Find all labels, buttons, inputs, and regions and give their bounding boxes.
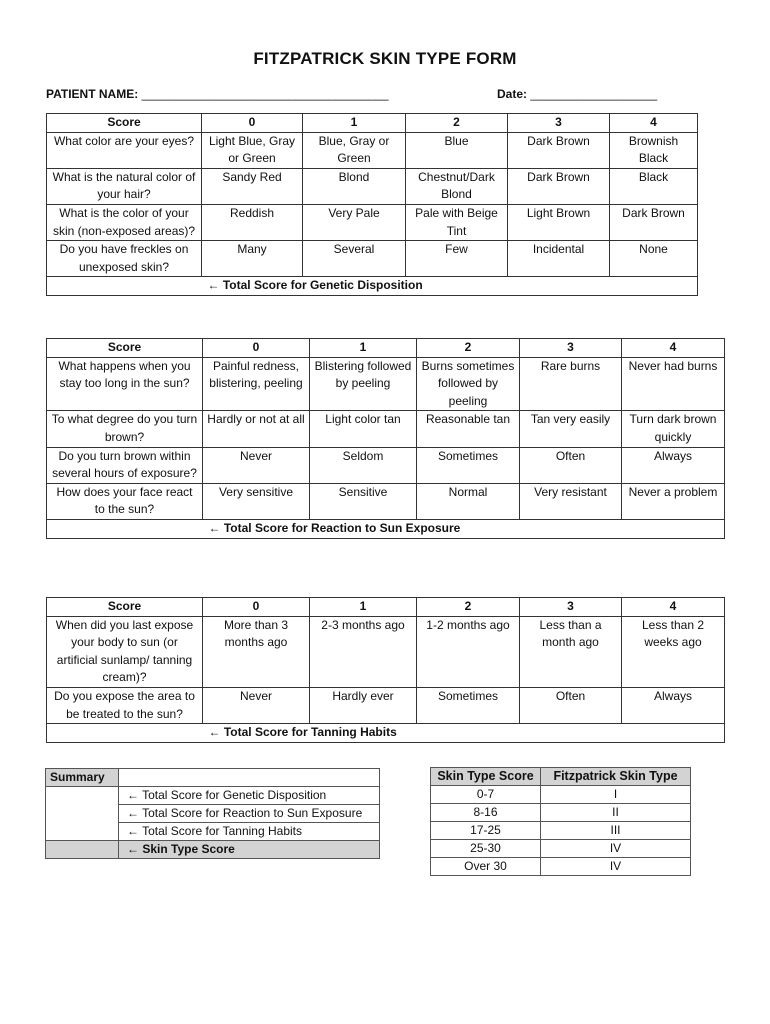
question-cell: What happens when you stay too long in the sun? [47, 357, 203, 411]
skin-type-cell: IV [541, 858, 691, 876]
answer-cell[interactable]: Tan very easily [520, 411, 622, 447]
summary-item [119, 823, 380, 841]
summary-score-input[interactable] [46, 805, 119, 823]
table-header-row [47, 114, 698, 133]
table-header-row [47, 339, 725, 358]
answer-cell[interactable]: Sometimes [417, 447, 520, 483]
answer-cell[interactable]: Never a problem [622, 483, 725, 519]
summary-score-input[interactable] [46, 823, 119, 841]
answer-cell[interactable]: Rare burns [520, 357, 622, 411]
header-cell: 2 [417, 339, 520, 358]
question-cell: How does your face react to the sun? [47, 483, 203, 519]
answer-cell[interactable]: Seldom [310, 447, 417, 483]
table-row [47, 483, 725, 519]
arrow-left-icon: ← [127, 788, 139, 802]
answer-cell[interactable]: Chestnut/Dark Blond [406, 168, 508, 204]
summary-header-blank [119, 769, 380, 787]
header-cell: 4 [622, 339, 725, 358]
score-range-cell: Over 30 [431, 858, 541, 876]
answer-cell[interactable]: Brownish Black [610, 132, 698, 168]
date-label: Date: [497, 87, 528, 101]
header-cell: 2 [406, 114, 508, 133]
score-range-cell: 0-7 [431, 786, 541, 804]
table-row [47, 616, 725, 687]
summary-item-label: Total Score for Tanning Habits [142, 824, 302, 838]
summary-title: Summary [46, 769, 119, 787]
table-row [47, 687, 725, 723]
answer-cell[interactable]: Very resistant [520, 483, 622, 519]
header-cell: 3 [520, 339, 622, 358]
answer-cell[interactable]: Often [520, 687, 622, 723]
score-range-cell: 17-25 [431, 822, 541, 840]
answer-cell[interactable]: Sometimes [417, 687, 520, 723]
answer-cell[interactable]: Incidental [508, 241, 610, 277]
summary-row [46, 805, 380, 823]
question-cell: What is the color of your skin (non-exposed areas)? [47, 204, 202, 240]
answer-cell[interactable]: 1-2 months ago [417, 616, 520, 687]
answer-cell[interactable]: Blue [406, 132, 508, 168]
arrow-left-icon: ← [207, 278, 220, 293]
answer-cell[interactable]: Hardly or not at all [203, 411, 310, 447]
header-cell: 1 [310, 598, 417, 617]
skin-type-score-input[interactable] [46, 841, 119, 859]
header-cell: 0 [203, 598, 310, 617]
arrow-left-icon: ← [208, 725, 221, 740]
question-cell: Do you turn brown within several hours of exposure? [47, 447, 203, 483]
answer-cell[interactable]: Always [622, 447, 725, 483]
arrow-left-icon: ← [127, 842, 139, 856]
question-cell: To what degree do you turn brown? [47, 411, 203, 447]
answer-cell[interactable]: Very sensitive [203, 483, 310, 519]
answer-cell[interactable]: Dark Brown [508, 168, 610, 204]
total-score-row [47, 724, 725, 743]
summary-table [45, 768, 380, 859]
sun-exposure-table [46, 338, 725, 539]
header-cell: 1 [303, 114, 406, 133]
date-field[interactable] [497, 87, 657, 101]
arrow-left-icon: ← [208, 520, 221, 535]
skin-type-cell: I [541, 786, 691, 804]
header-cell: 1 [310, 339, 417, 358]
answer-cell[interactable]: Never [203, 447, 310, 483]
summary-item-label: Skin Type Score [142, 842, 235, 856]
question-cell: What is the natural color of your hair? [47, 168, 202, 204]
header-cell: Fitzpatrick Skin Type [541, 768, 691, 786]
total-score-row [47, 277, 698, 296]
answer-cell[interactable]: Light Blue, Gray or Green [202, 132, 303, 168]
header-cell: 0 [202, 114, 303, 133]
date-blank[interactable]: ___________________ [530, 87, 658, 101]
total-score-input[interactable] [47, 277, 202, 296]
answer-cell[interactable]: Less than 2 weeks ago [622, 616, 725, 687]
table-row [47, 168, 698, 204]
header-cell: Score [47, 114, 202, 133]
answer-cell[interactable]: Light Brown [508, 204, 610, 240]
total-score-label [202, 277, 698, 296]
summary-row-skin-type [46, 841, 380, 859]
header-cell: Skin Type Score [431, 768, 541, 786]
total-score-row [47, 519, 725, 538]
answer-cell[interactable]: Hardly ever [310, 687, 417, 723]
header-cell: 3 [508, 114, 610, 133]
answer-cell[interactable]: Blistering followed by peeling [310, 357, 417, 411]
answer-cell[interactable]: Very Pale [303, 204, 406, 240]
answer-cell[interactable]: More than 3 months ago [203, 616, 310, 687]
answer-cell[interactable]: Sandy Red [202, 168, 303, 204]
header-cell: Score [47, 339, 203, 358]
table-row [47, 241, 698, 277]
arrow-left-icon: ← [127, 806, 139, 820]
header-cell: 2 [417, 598, 520, 617]
summary-item [119, 805, 380, 823]
answer-cell[interactable]: Black [610, 168, 698, 204]
answer-cell[interactable]: None [610, 241, 698, 277]
tanning-habits-table [46, 597, 725, 743]
answer-cell[interactable]: Normal [417, 483, 520, 519]
total-score-label [203, 519, 725, 538]
answer-cell[interactable]: Never had burns [622, 357, 725, 411]
table-row [431, 840, 691, 858]
header-cell: 0 [203, 339, 310, 358]
answer-cell[interactable]: Dark Brown [508, 132, 610, 168]
score-range-cell: 8-16 [431, 804, 541, 822]
header-cell: 4 [622, 598, 725, 617]
table-row [47, 132, 698, 168]
table-row [47, 447, 725, 483]
answer-cell[interactable]: Sensitive [310, 483, 417, 519]
patient-name-field[interactable] [46, 87, 389, 101]
header-cell: 3 [520, 598, 622, 617]
header-cell: 4 [610, 114, 698, 133]
answer-cell[interactable]: Reasonable tan [417, 411, 520, 447]
table-row [47, 204, 698, 240]
total-score-text: Total Score for Reaction to Sun Exposure [223, 520, 461, 535]
answer-cell[interactable]: Never [203, 687, 310, 723]
summary-item-label: Total Score for Genetic Disposition [142, 788, 327, 802]
answer-cell[interactable]: Reddish [202, 204, 303, 240]
summary-item [119, 841, 380, 859]
answer-cell[interactable]: Few [406, 241, 508, 277]
patient-name-label: PATIENT NAME: [46, 87, 139, 101]
total-score-label [203, 724, 725, 743]
answer-cell[interactable]: Always [622, 687, 725, 723]
table-row [431, 858, 691, 876]
answer-cell[interactable]: Often [520, 447, 622, 483]
table-row [47, 411, 725, 447]
total-score-input[interactable] [47, 724, 203, 743]
summary-score-input[interactable] [46, 787, 119, 805]
answer-cell[interactable]: 2-3 months ago [310, 616, 417, 687]
table-header-row [47, 598, 725, 617]
score-range-cell: 25-30 [431, 840, 541, 858]
total-score-text: Total Score for Genetic Disposition [222, 278, 423, 293]
answer-cell[interactable]: Painful redness, blistering, peeling [203, 357, 310, 411]
summary-row [46, 823, 380, 841]
form-title: FITZPATRICK SKIN TYPE FORM [253, 49, 517, 68]
question-cell: What color are your eyes? [47, 132, 202, 168]
answer-cell[interactable]: Less than a month ago [520, 616, 622, 687]
summary-header-row [46, 769, 380, 787]
summary-row [46, 787, 380, 805]
answer-cell[interactable]: Blond [303, 168, 406, 204]
answer-cell[interactable]: Dark Brown [610, 204, 698, 240]
summary-item-label: Total Score for Reaction to Sun Exposure [142, 806, 363, 820]
table-row [431, 786, 691, 804]
table-header-row [431, 768, 691, 786]
answer-cell[interactable]: Turn dark brown quickly [622, 411, 725, 447]
answer-cell[interactable]: Light color tan [310, 411, 417, 447]
answer-cell[interactable]: Blue, Gray or Green [303, 132, 406, 168]
question-cell: Do you have freckles on unexposed skin? [47, 241, 202, 277]
table-row [431, 822, 691, 840]
table-row [47, 357, 725, 411]
patient-name-blank[interactable]: _____________________________________ [141, 87, 389, 101]
table-row [431, 804, 691, 822]
question-cell: When did you last expose your body to sun (or artificial sunlamp/ tanning cream)? [47, 616, 203, 687]
skin-type-key-table [430, 767, 691, 876]
question-cell: Do you expose the area to be treated to the sun? [47, 687, 203, 723]
summary-item [119, 787, 380, 805]
answer-cell[interactable]: Many [202, 241, 303, 277]
total-score-input[interactable] [47, 519, 203, 538]
skin-type-cell: IV [541, 840, 691, 858]
skin-type-cell: II [541, 804, 691, 822]
answer-cell[interactable]: Several [303, 241, 406, 277]
total-score-text: Total Score for Tanning Habits [223, 725, 397, 740]
answer-cell[interactable]: Pale with Beige Tint [406, 204, 508, 240]
header-cell: Score [47, 598, 203, 617]
skin-type-cell: III [541, 822, 691, 840]
genetic-disposition-table [46, 113, 698, 296]
arrow-left-icon: ← [127, 824, 139, 838]
answer-cell[interactable]: Burns sometimes followed by peeling [417, 357, 520, 411]
